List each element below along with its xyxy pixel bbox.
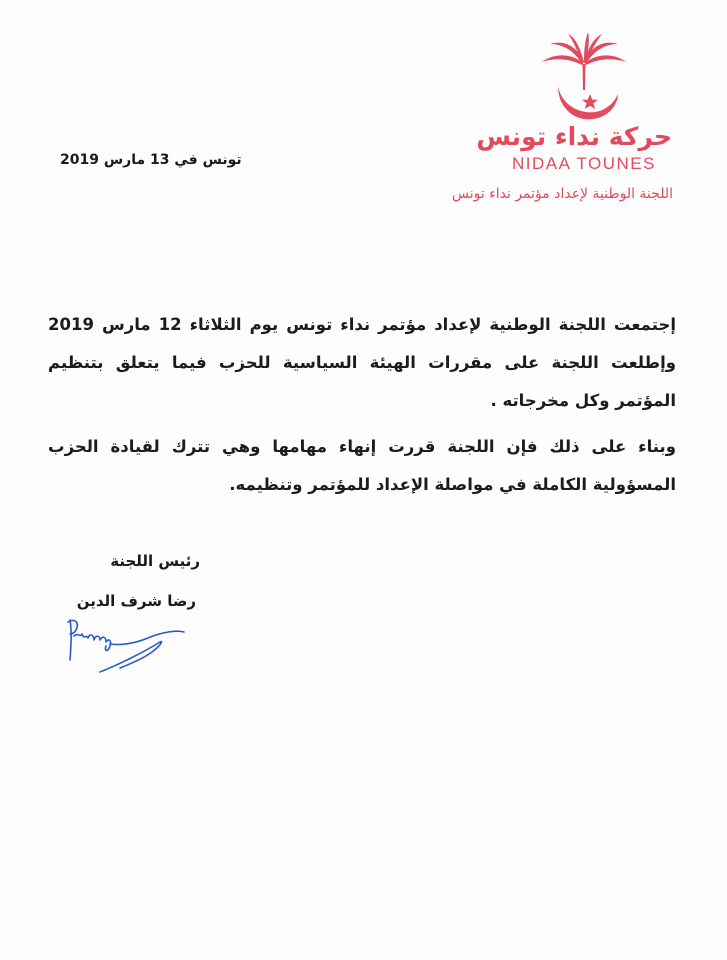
letter-date: تونس في 13 مارس 2019 [60,152,242,168]
body-paragraph-1: إجتمعت اللجنة الوطنية لإعداد مؤتمر نداء تونس يوم الثلاثاء 12 مارس 2019 وإطلعت اللجنة على مقررات الهيئة السياسية للحزب فيما يتعلق بتنظيم المؤتمر وكل مخرجاته . [48,315,676,410]
handwritten-signature [64,612,188,678]
signatory-title: رئيس اللجنة [110,552,200,570]
palm-crescent-star-icon [536,32,632,126]
party-logo [476,32,672,173]
party-name-latin: NIDAA TOUNES [512,154,656,173]
committee-header: اللجنة الوطنية لإعداد مؤتمر نداء تونس [451,186,673,202]
party-name-arabic: حركة نداء تونس [476,122,672,151]
letter-body [48,306,676,504]
body-paragraph-2: وبناء على ذلك فإن اللجنة قررت إنهاء مهامها وهي تترك لقيادة الحزب المسؤولية الكاملة في مواصلة الإعداد للمؤتمر وتنظيمه. [48,437,676,494]
signatory-name: رضا شرف الدين [76,592,196,610]
